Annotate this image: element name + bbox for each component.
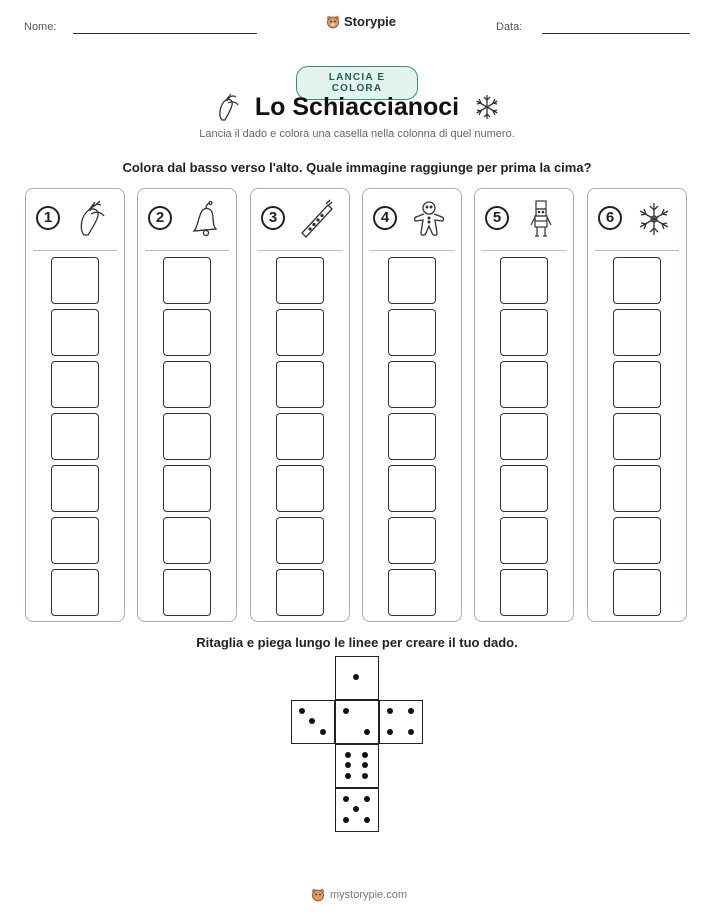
color-box[interactable] — [51, 257, 99, 304]
footer-url[interactable]: mystorypie.com — [330, 889, 408, 901]
color-box[interactable] — [276, 465, 324, 512]
column-number: 1 — [36, 206, 60, 230]
color-box[interactable] — [163, 465, 211, 512]
date-label: Data: — [496, 21, 523, 33]
die-pip — [343, 796, 349, 802]
die-pip — [309, 718, 315, 724]
snowflake-icon — [636, 199, 672, 239]
color-box[interactable] — [500, 569, 548, 616]
color-box[interactable] — [51, 361, 99, 408]
die-pip — [299, 708, 305, 714]
color-box[interactable] — [388, 361, 436, 408]
color-box[interactable] — [276, 361, 324, 408]
die-face-2[interactable] — [335, 700, 379, 744]
footer — [311, 888, 407, 902]
color-box[interactable] — [388, 413, 436, 460]
column-6 — [587, 188, 687, 622]
color-box[interactable] — [500, 413, 548, 460]
die-pip — [387, 708, 393, 714]
column-number: 6 — [598, 206, 622, 230]
instruction: Colora dal basso verso l'alto. Quale immagine raggiunge per prima la cima? — [122, 160, 592, 175]
die-pip — [320, 729, 326, 735]
color-box[interactable] — [613, 569, 661, 616]
color-box[interactable] — [51, 517, 99, 564]
column-5 — [474, 188, 574, 622]
column-number: 4 — [373, 206, 397, 230]
color-box[interactable] — [163, 361, 211, 408]
color-box[interactable] — [276, 569, 324, 616]
die-pip — [364, 796, 370, 802]
color-box[interactable] — [500, 309, 548, 356]
color-box[interactable] — [613, 413, 661, 460]
color-box[interactable] — [613, 309, 661, 356]
die-pip — [364, 817, 370, 823]
color-box[interactable] — [276, 257, 324, 304]
color-box[interactable] — [163, 413, 211, 460]
die-instruction: Ritaglia e piega lungo le linee per creare il tuo dado. — [196, 635, 518, 650]
die-pip — [345, 752, 351, 758]
color-box[interactable] — [276, 517, 324, 564]
ballet-shoe-icon — [74, 199, 110, 239]
die-pip — [343, 817, 349, 823]
color-box[interactable] — [613, 257, 661, 304]
color-box[interactable] — [276, 309, 324, 356]
color-box[interactable] — [51, 309, 99, 356]
column-4 — [362, 188, 462, 622]
gingerbread-man-icon — [411, 199, 447, 239]
name-label: Nome: — [24, 21, 57, 33]
die-face-1[interactable] — [335, 656, 379, 700]
die-pip — [345, 762, 351, 768]
brand-name: Storypie — [344, 14, 397, 29]
name-line[interactable] — [73, 33, 257, 34]
die-pip — [364, 729, 370, 735]
color-box[interactable] — [388, 309, 436, 356]
die-face-3[interactable] — [291, 700, 335, 744]
die-pip — [362, 752, 368, 758]
column-1 — [25, 188, 125, 622]
activity-badge: LANCIA E COLORA — [296, 66, 418, 100]
color-box[interactable] — [388, 517, 436, 564]
color-box[interactable] — [500, 257, 548, 304]
column-number: 2 — [148, 206, 172, 230]
die-pip — [345, 773, 351, 779]
color-box[interactable] — [51, 413, 99, 460]
nutcracker-icon — [523, 199, 559, 239]
color-box[interactable] — [613, 361, 661, 408]
bell-icon — [186, 199, 222, 239]
color-box[interactable] — [500, 465, 548, 512]
color-box[interactable] — [388, 569, 436, 616]
die-pip — [408, 729, 414, 735]
subtitle: Lancia il dado e colora una casella nella colonna di quel numero. — [199, 128, 515, 140]
color-box[interactable] — [500, 361, 548, 408]
date-line[interactable] — [542, 33, 690, 34]
die-pip — [362, 773, 368, 779]
flute-icon — [299, 199, 335, 239]
color-box[interactable] — [163, 257, 211, 304]
color-box[interactable] — [276, 413, 324, 460]
column-number: 3 — [261, 206, 285, 230]
column-number: 5 — [485, 206, 509, 230]
die-pip — [343, 708, 349, 714]
die-pip — [408, 708, 414, 714]
die-face-5[interactable] — [335, 788, 379, 832]
color-box[interactable] — [388, 465, 436, 512]
storypie-bear-icon — [326, 15, 340, 29]
color-box[interactable] — [163, 309, 211, 356]
color-box[interactable] — [163, 569, 211, 616]
die-pip — [362, 762, 368, 768]
brand-logo — [326, 14, 396, 29]
page-title: Lo Schiaccianoci — [254, 93, 460, 121]
color-box[interactable] — [163, 517, 211, 564]
title-snowflake-icon — [473, 93, 501, 121]
footer-bear-icon — [311, 888, 325, 902]
color-box[interactable] — [51, 465, 99, 512]
column-3 — [250, 188, 350, 622]
color-box[interactable] — [51, 569, 99, 616]
die-face-4[interactable] — [379, 700, 423, 744]
color-box[interactable] — [388, 257, 436, 304]
title-ballet-shoe-icon — [214, 92, 240, 122]
column-2 — [137, 188, 237, 622]
color-box[interactable] — [613, 465, 661, 512]
die-pip — [353, 674, 359, 680]
color-box[interactable] — [613, 517, 661, 564]
die-pip — [353, 806, 359, 812]
die-pip — [387, 729, 393, 735]
die-face-6[interactable] — [335, 744, 379, 788]
color-box[interactable] — [500, 517, 548, 564]
